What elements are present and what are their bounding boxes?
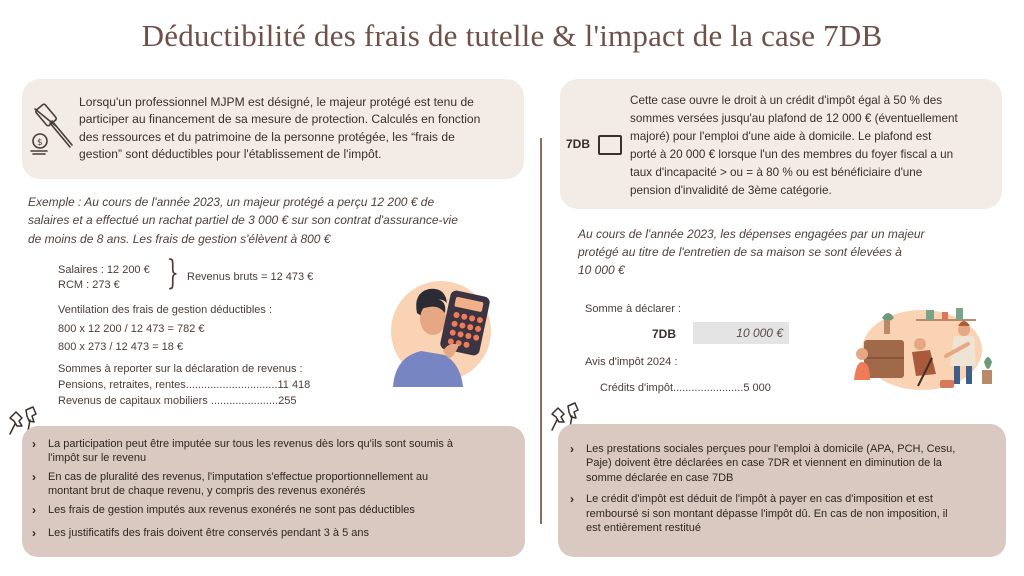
gavel-icon xyxy=(26,101,76,157)
chevron-right-icon: › xyxy=(32,526,36,541)
column-divider xyxy=(540,138,542,524)
sommes-title: Sommes à reporter sur la déclaration de revenus : xyxy=(58,363,303,375)
pensions-row xyxy=(58,379,310,391)
right-intro-line: pension d'invalidité de 3ème catégorie. xyxy=(630,184,832,198)
list-item xyxy=(32,437,512,466)
chevron-right-icon: › xyxy=(32,437,36,451)
right-example xyxy=(578,225,982,280)
right-notes-list xyxy=(570,442,994,535)
chevron-right-icon: › xyxy=(570,492,574,507)
list-item xyxy=(570,492,994,535)
right-intro-line: majoré) pour l'emploi d'une aide à domicile. Le plafond est xyxy=(630,130,932,144)
note-line: Le crédit d'impôt est déduit de l'impôt à payer en cas d'imposition et est xyxy=(586,493,933,506)
chevron-right-icon: › xyxy=(32,469,36,484)
amount-7db-field: 10 000 € xyxy=(693,322,789,344)
note-line: est entièrement restitué xyxy=(586,522,701,535)
field-7db-label: 7DB xyxy=(652,327,677,341)
note-line: l'impôt sur le revenu xyxy=(48,452,147,465)
calc-line-1: 800 x 12 200 / 12 473 = 782 € xyxy=(58,323,205,335)
page-title: Déductibilité des frais de tutelle & l'impact de la case 7DB xyxy=(141,18,883,53)
right-example-line: 10 000 € xyxy=(578,263,625,278)
pensions-label: Pensions, retraites, rentes.............................. xyxy=(58,379,278,391)
note-line: Les justificatifs des frais doivent être conservés pendant 3 à 5 ans xyxy=(48,527,370,540)
right-intro-line: Cette case ouvre le droit à un crédit d'impôt égal à 50 % des xyxy=(630,94,943,107)
right-intro-text xyxy=(630,92,992,201)
chevron-right-icon: › xyxy=(32,502,36,517)
note-line: Les prestations sociales perçues pour l'emploi à domicile (APA, PCH, Cesu, xyxy=(586,443,956,455)
case-7db-label: 7DB xyxy=(566,137,591,151)
left-example-line: de moins de 8 ans. Les frais de gestion s'élèvent à 800 € xyxy=(28,231,331,246)
left-intro-line: des ressources et du patrimoine de la personne protégée, les “frais de xyxy=(79,129,455,144)
left-example-line: salaires et a effectué un rachat partiel de 3 000 € sur son contrat d'assurance-vie xyxy=(28,213,458,228)
note-line: montant brut de chaque revenu, y compris des revenus exonérés xyxy=(48,485,366,498)
list-item xyxy=(32,503,512,517)
checkbox-icon xyxy=(598,135,622,155)
list-item xyxy=(32,526,512,540)
revenus-label: Revenus de capitaux mobiliers ...................... xyxy=(58,395,279,407)
right-intro-line: porté à 20 000 € lorsque l'un des membres du foyer fiscal a un xyxy=(630,148,954,162)
brace-icon: } xyxy=(166,253,179,293)
list-item xyxy=(32,470,512,499)
rcm-text: RCM : 273 € xyxy=(58,279,120,291)
left-intro-line: gestion” sont déductibles pour l'établissement de l'impôt. xyxy=(79,147,382,162)
note-line: somme déclarée en case 7DB xyxy=(586,471,734,484)
right-example-line: protégé au titre de l'entretien de sa maison se sont élevées à xyxy=(578,245,902,260)
left-intro-line: participer au financement de sa mesure de protection. Calculés en fonction xyxy=(79,112,481,127)
revenus-row xyxy=(58,395,296,407)
note-line: Les frais de gestion imputés aux revenus exonérés ne sont pas déductibles xyxy=(48,503,415,516)
note-line: En cas de pluralité des revenus, l'imputation s'effectue proportionnellement au xyxy=(48,470,429,483)
calc-line-2: 800 x 273 / 12 473 = 18 € xyxy=(58,341,184,353)
right-example-line: Au cours de l'année 2023, les dépenses engagées par un majeur xyxy=(578,227,925,241)
left-example xyxy=(28,193,512,248)
household-illustration xyxy=(846,300,996,392)
left-intro-line: Lorsqu'un professionnel MJPM est désigné, le majeur protégé est tenu de xyxy=(79,95,474,109)
svg-text:$: $ xyxy=(37,138,43,148)
chevron-right-icon: › xyxy=(570,442,574,456)
credits-value: 5 000 xyxy=(743,382,771,394)
left-example-line: Exemple : Au cours de l'année 2023, un majeur protégé a perçu 12 200 € de xyxy=(28,195,435,209)
avis-label: Avis d'impôt 2024 : xyxy=(585,356,678,368)
salaires-text: Salaires : 12 200 € xyxy=(58,264,150,276)
right-intro-line: sommes versées jusqu'au plafond de 12 000 € (éventuellement xyxy=(630,112,958,126)
pensions-value: 11 418 xyxy=(277,379,311,391)
revenus-bruts-text: Revenus bruts = 12 473 € xyxy=(187,271,314,283)
somme-label: Somme à déclarer : xyxy=(585,303,681,315)
revenus-value: 255 xyxy=(278,395,297,407)
ventilation-title: Ventilation des frais de gestion déductibles : xyxy=(58,304,273,316)
note-line: remboursé si son montant dépasse l'impôt dû. En cas de non imposition, il xyxy=(586,507,948,520)
note-line: La participation peut être imputée sur tous les revenus dès lors qu'ils sont soumis à xyxy=(48,438,454,450)
right-intro-line: taux d'incapacité > ou = à 80 % ou est bénéficiaire d'une xyxy=(630,166,923,180)
left-notes-list xyxy=(32,437,512,540)
credits-row xyxy=(600,382,771,394)
calculator-illustration xyxy=(383,279,495,387)
credits-label: Crédits d'impôt....................... xyxy=(600,382,744,394)
note-line: Paje) doivent être déclarées en case 7DR et viennent en diminution de la xyxy=(586,457,942,470)
left-intro-text xyxy=(79,94,513,164)
list-item xyxy=(570,442,994,485)
